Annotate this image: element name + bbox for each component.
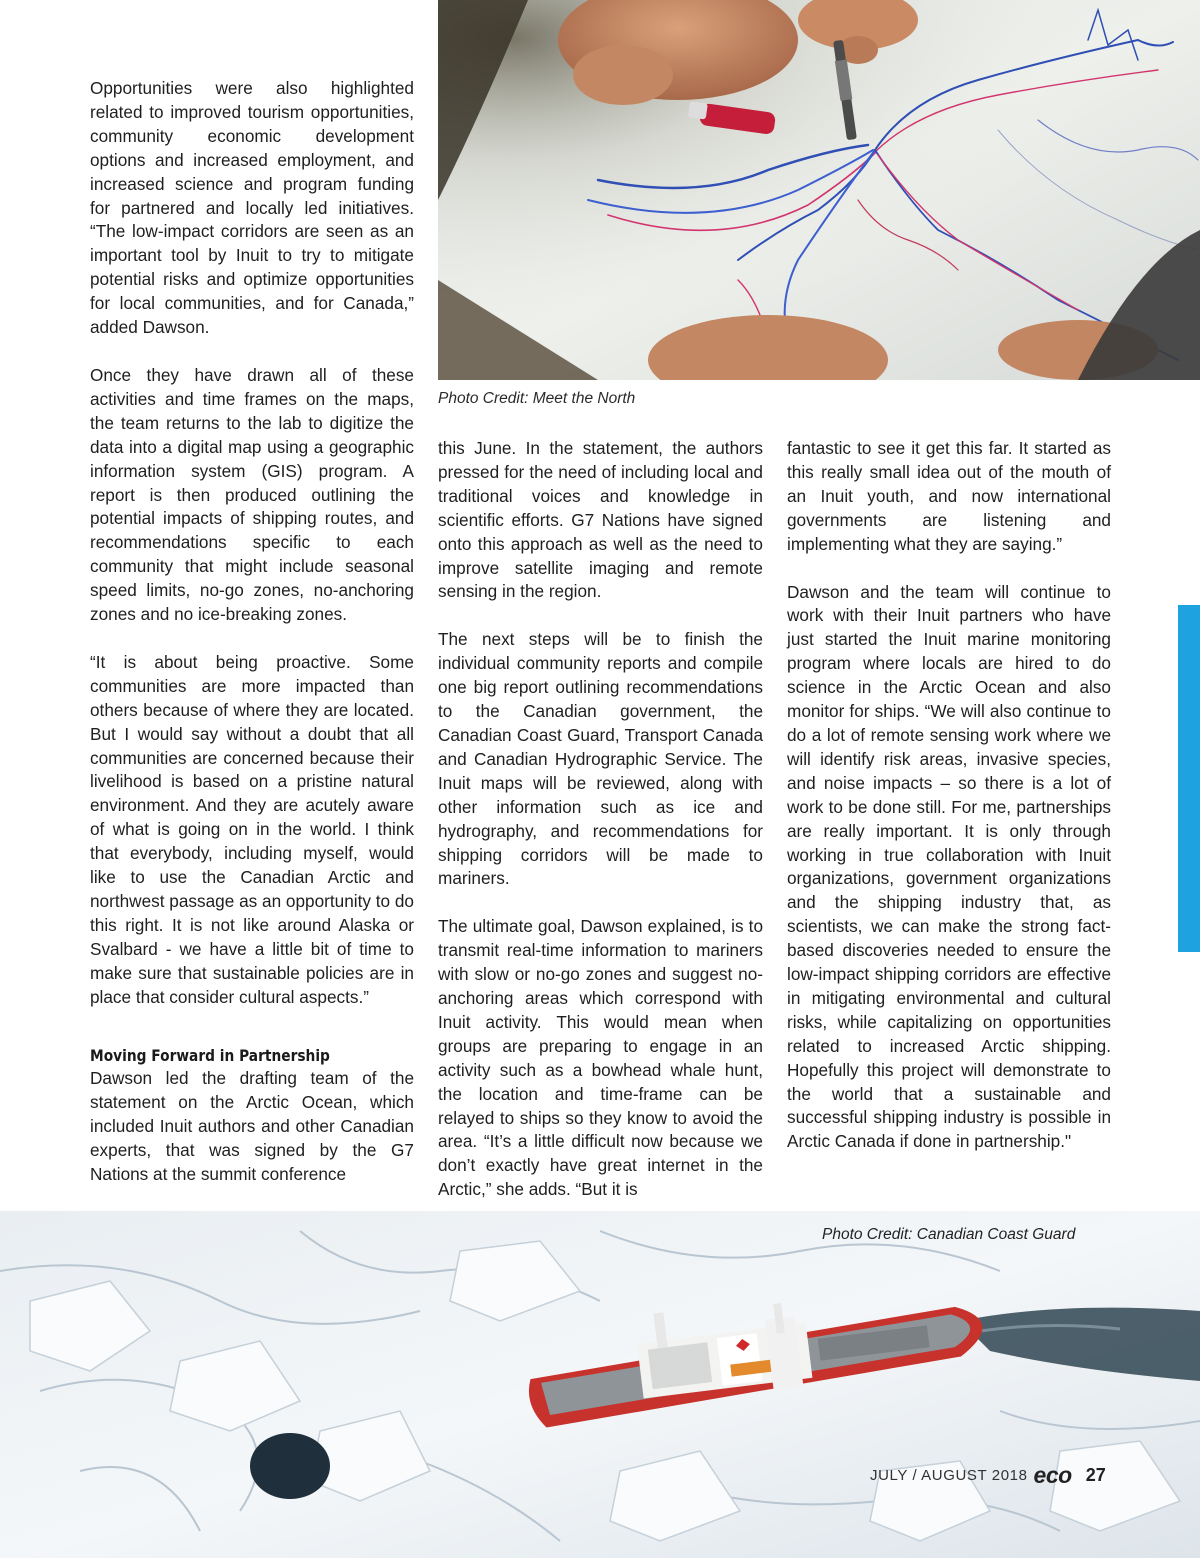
paragraph: Dawson and the team will continue to work with their Inuit partners who have just started the Inuit marine monitoring program where locals are hired to do science in the Arctic Ocean and also monitor for ships. “We will also continue to do a lot of remote sensing work where we will identify risk areas, invasive species, and noise impacts – so there is a lot of work to be done still. For me, partnerships are really important. It is only through working in true collaboration with Inuit organizations, government organizations and the shipping industry that, as scientists, we can make the strong fact-based discoveries needed to ensure the low-impact shipping corridors are effective in mitigating environmental and cultural risks, while capitalizing on opportunities related to increased Arctic shipping. Hopefully this project will demonstrate to the world that a sustainable and successful shipping industry is possible in Arctic Canada if done in partnership." — [787, 581, 1111, 1152]
paragraph: “It is about being proactive. Some communities are more impacted than others because of where they are located. But I would say without a doubt that all communities are concerned because their livelihood is based on a pristine natural environment. And they are acutely aware of what is going on in the world. I think that everybody, including myself, would like to use the Canadian Arctic and northwest passage as an opportunity to do this right. It is not like around Alaska or Svalbard - we have a little bit of time to make sure that sustainable policies are in place that consider cultural aspects.” — [90, 651, 414, 1007]
paragraph: The ultimate goal, Dawson explained, is to transmit real-time information to mariners with slow or no-go zones and suggest no-anchoring areas which correspond with Inuit activity. This would mean when groups are preparing to engage in an activity such as a bowhead whale hunt, the location and time-frame can be relayed to ships so they know to avoid the area. “It’s a little difficult now because we don’t exactly have great internet in the Arctic,” she adds. “But it is — [438, 916, 763, 1200]
map-photo-caption: Photo Credit: Meet the North — [438, 390, 636, 407]
magazine-logo: eco — [1033, 1461, 1072, 1488]
page-footer — [870, 1462, 1106, 1488]
paragraph: this June. In the statement, the authors pressed for the need of including local and traditional voices and knowledge in scientific efforts. G7 Nations have signed onto this approach as well as the need to improve satellite imaging and remote sensing in the region. — [438, 438, 763, 602]
ship-photo-caption: Photo Credit: Canadian Coast Guard — [822, 1226, 1076, 1243]
section-accent-tab — [1178, 605, 1200, 952]
map-drawing-photo — [438, 0, 1200, 380]
article-column-1 — [90, 77, 414, 1187]
icebreaker-photo — [0, 1211, 1200, 1558]
paragraph: Dawson led the drafting team of the statement on the Arctic Ocean, which included Inuit authors and other Canadian experts, that was signed by the G7 Nations at the summit conference — [90, 1068, 414, 1185]
paragraph: The next steps will be to finish the individual community reports and compile one big report outlining recommendations to the Canadian government, the Canadian Coast Guard, Transport Canada and Canadian Hydrographic Service. The Inuit maps will be reviewed, along with other information such as ice and hydrography, and recommendations for shipping corridors will be made to mariners. — [438, 629, 763, 889]
section-heading: Moving Forward in Partnership — [90, 1045, 330, 1065]
article-column-2 — [438, 437, 763, 1202]
article-column-3 — [787, 437, 1111, 1154]
paragraph: Opportunities were also highlighted related to improved tourism opportunities, community economic development options and increased employment, and increased science and program funding for partnered and locally led initiatives. “The low-impact corridors are seen as an important tool by Inuit to try to mitigate potential risks and optimize opportunities for local communities, and for Canada,” added Dawson. — [90, 78, 414, 338]
paragraph: fantastic to see it get this far. It started as this really small idea out of the mouth of an Inuit youth, and now international governments are listening and implementing what they are saying.” — [787, 438, 1111, 554]
page-number: 27 — [1085, 1464, 1106, 1485]
issue-date: JULY / AUGUST 2018 — [870, 1466, 1028, 1484]
paragraph: Once they have drawn all of these activities and time frames on the maps, the team returns to the lab to digitize the data into a digital map using a geographic information system (GIS) program. A report is then produced outlining the potential impacts of shipping routes, and recommendations specific to each community that might include seasonal speed limits, no-go zones, no-anchoring zones and no ice-breaking zones. — [90, 364, 414, 625]
